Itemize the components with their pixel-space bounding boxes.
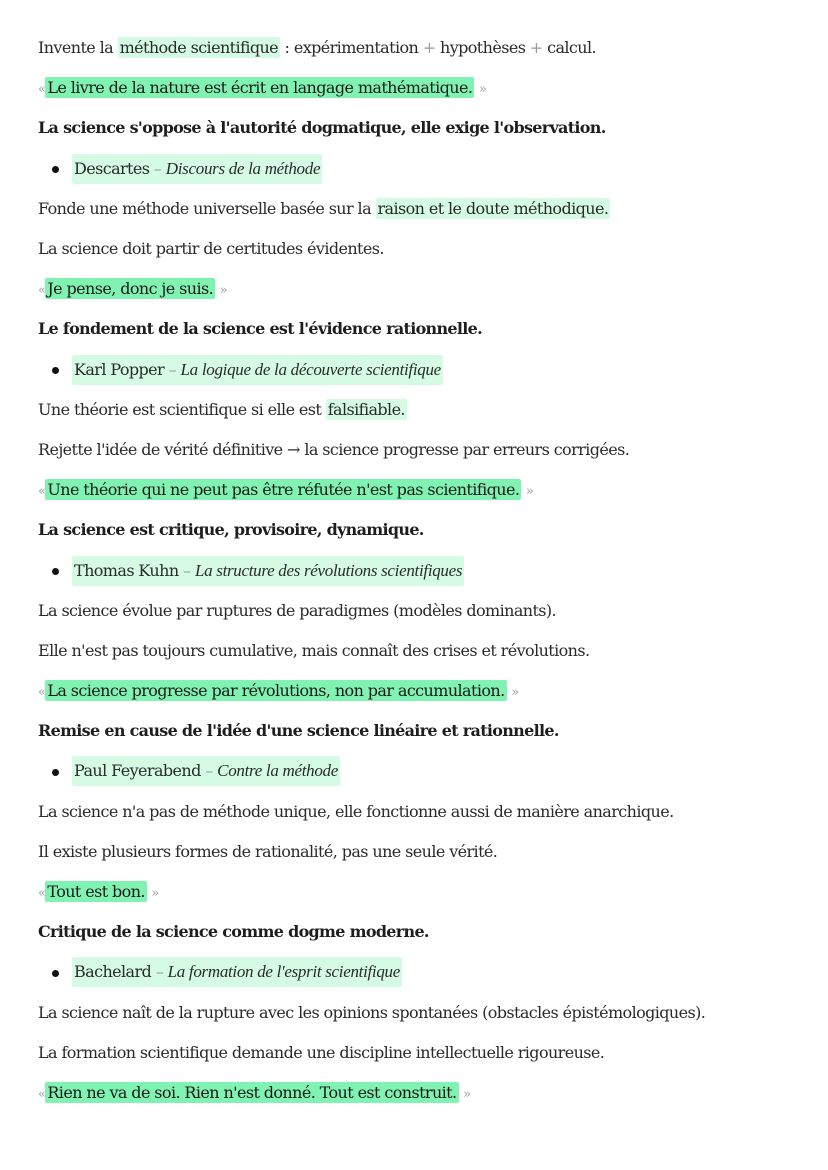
text-line: La science n'a pas de méthode unique, elle fonctionne aussi de manière anarchique. <box>38 801 674 821</box>
bullet-highlight <box>72 957 402 987</box>
bullet-icon <box>52 367 59 374</box>
author: Paul Feyerabend <box>74 761 201 781</box>
close-quote: » <box>478 82 487 98</box>
text: calcul. <box>542 38 596 57</box>
bullet-item-kuhn <box>38 556 828 596</box>
text: Invente la <box>38 38 118 57</box>
open-quote: « <box>38 82 46 98</box>
text-line: La science naît de la rupture avec les opinions spontanées (obstacles épistémologiques). <box>38 1002 706 1022</box>
close-quote: » <box>463 1086 471 1102</box>
plus-symbol: + <box>529 38 543 57</box>
text-line: La formation scientifique demande une discipline intellectuelle rigoureuse. <box>38 1042 605 1062</box>
bullet-icon <box>52 769 59 776</box>
text: Une théorie est scientifique si elle est <box>38 399 326 419</box>
highlight-quote: La science progresse par révolutions, non par accumulation. <box>47 681 505 700</box>
text-line: Il existe plusieurs formes de rationalité, pas une seule vérité. <box>38 841 498 861</box>
text-line: Rejette l'idée de vérité définitive → la science progresse par erreurs corrigées. <box>38 439 630 459</box>
work-title: La structure des révolutions scientifiques <box>194 560 463 580</box>
text-line: Elle n'est pas toujours cumulative, mais connaît des crises et révolutions. <box>38 640 590 660</box>
conclusion-line: Le fondement de la science est l'évidence rationnelle. <box>38 319 483 339</box>
bullet-highlight <box>72 556 464 586</box>
quote-line <box>38 476 828 516</box>
text-line <box>38 396 828 436</box>
text-line: La science doit partir de certitudes évidentes. <box>38 238 384 258</box>
text: Fonde une méthode universelle basée sur la <box>38 198 376 218</box>
dash: – <box>168 359 177 379</box>
conclusion-line: La science s'oppose à l'autorité dogmatique, elle exige l'observation. <box>38 118 606 138</box>
bullet-item-bachelard <box>38 958 828 998</box>
text: : expérimentation <box>280 38 423 57</box>
highlight-quote: Une théorie qui ne peut pas être réfutée n'est pas scientifique. <box>47 480 520 500</box>
work-title: Contre la méthode <box>217 761 338 781</box>
close-quote: » <box>511 685 519 700</box>
open-quote: « <box>38 1086 46 1102</box>
author: Bachelard <box>74 962 152 982</box>
open-quote: « <box>38 685 46 700</box>
quote-line <box>38 677 828 717</box>
dash: – <box>155 962 164 982</box>
bullet-item-popper <box>38 356 828 396</box>
bullet-icon <box>52 568 59 575</box>
bullet-item-descartes <box>38 155 828 195</box>
dash: – <box>153 158 162 178</box>
close-quote: » <box>151 885 159 901</box>
work-title: Discours de la méthode <box>165 158 321 178</box>
highlight-quote: Rien ne va de soi. Rien n'est donné. Tout est construit. <box>47 1082 457 1102</box>
close-quote: » <box>219 283 227 299</box>
bullet-icon <box>52 970 59 977</box>
open-quote: « <box>38 484 46 500</box>
bullet-icon <box>52 166 59 173</box>
highlight-quote: Je pense, donc je suis. <box>47 279 214 299</box>
quote-line <box>38 74 828 114</box>
open-quote: « <box>38 885 46 901</box>
dash: – <box>205 761 213 781</box>
highlight-keyword: falsifiable. <box>327 399 405 419</box>
author: Descartes <box>74 158 150 178</box>
highlight-keyword: raison et le doute méthodique. <box>377 198 609 218</box>
dash: – <box>183 560 191 580</box>
bullet-item-feyerabend <box>38 757 828 797</box>
text-line <box>38 34 828 74</box>
quote-line <box>38 275 828 315</box>
work-title: La logique de la découverte scientifique <box>180 359 441 379</box>
quote-line <box>38 878 828 918</box>
highlight-keyword: méthode scientifique <box>119 38 279 57</box>
bullet-highlight <box>72 355 443 385</box>
plus-symbol: + <box>422 38 436 57</box>
text: hypothèses <box>435 38 530 57</box>
close-quote: » <box>525 484 534 500</box>
conclusion-line: Remise en cause de l'idée d'une science linéaire et rationnelle. <box>38 721 559 741</box>
highlight-quote: Tout est bon. <box>47 881 145 901</box>
text-line <box>38 195 828 235</box>
open-quote: « <box>38 283 46 299</box>
text-line: La science évolue par ruptures de paradigmes (modèles dominants). <box>38 600 557 620</box>
author: Thomas Kuhn <box>74 560 179 580</box>
bullet-highlight <box>72 154 322 184</box>
highlight-quote: Le livre de la nature est écrit en langage mathématique. <box>47 78 473 98</box>
author: Karl Popper <box>74 359 165 379</box>
work-title: La formation de l'esprit scientifique <box>167 962 401 982</box>
conclusion-line: La science est critique, provisoire, dynamique. <box>38 520 424 540</box>
conclusion-line: Critique de la science comme dogme moderne. <box>38 922 429 942</box>
bullet-highlight <box>72 756 340 786</box>
quote-line <box>38 1079 828 1119</box>
